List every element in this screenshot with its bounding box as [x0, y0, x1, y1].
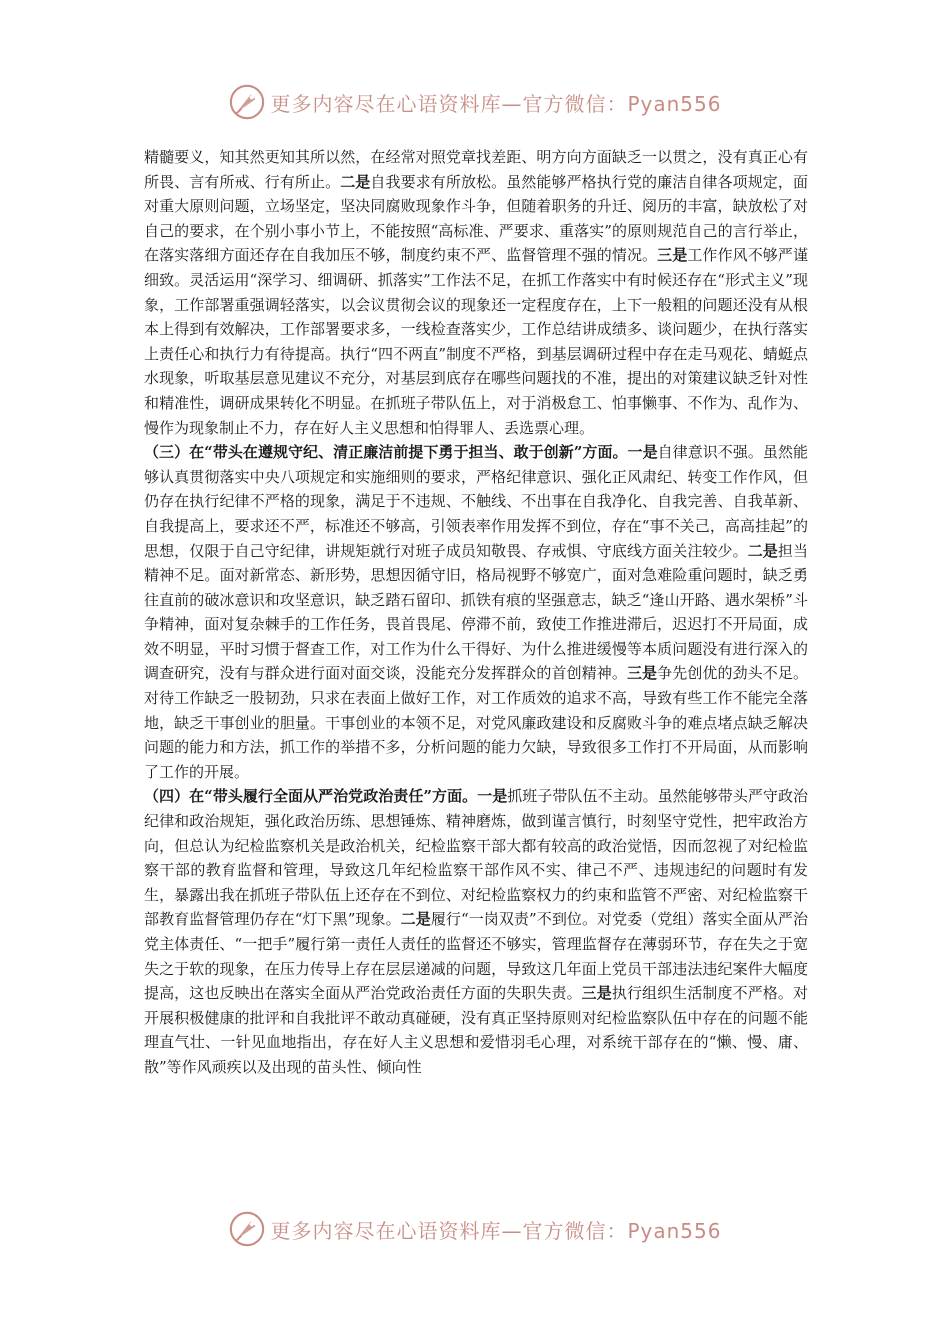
text-run: 工作作风不够严谨细致。灵活运用“深学习、细调研、抓落实”工作法不足，在抓工作落实中有时候还存在“形式主义”现象，工作部署重强调轻落实，以会议贯彻会议的现象还一定程度存在，上下一般粗的问题还没有从根本上得到有效解决，工作部署要求多，一线检查落实少，工作总结讲成绩多、谈问题少，在执行落实上责任心和执行力有待提高。执行“四不两直”制度不严格，到基层调研过程中存在走马观花、蜻蜓点水现象，听取基层意见建议不充分，对基层到底存在哪些问题找的不准，提出的对策建议缺乏针对性和精准性，调研成果转化不明显。在抓班子带队伍上，对于消极怠工、怕事懒事、不作为、乱作为、慢作为现象制止不力，存在好人主义思想和怕得罪人、丢选票心理。: [144, 246, 808, 437]
text-run: 争先创优的劲头不足。对待工作缺乏一股韧劲，只求在表面上做好工作，对工作质效的追求不高，导致有些工作不能完全落地，缺乏干事创业的胆量。干事创业的本领不足，对党风廉政建设和反腐败斗争的难点堵点缺乏解决问题的能力和方法，抓工作的举措不多，分析问题的能力欠缺，导致很多工作打不开局面，从而影响了工作的开展。: [144, 664, 808, 781]
text-run: 精髓要义，知其然更知其所以然，在经常对照党章找差距、明方向方面缺乏一以贯之，没有真正心有所畏、言有所戒、行有所止。: [144, 148, 808, 191]
pen-nib-logo-icon: [228, 1210, 266, 1248]
bold-run: 二是: [400, 910, 431, 929]
text-run: 自我要求有所放松。虽然能够严格执行党的廉洁自律各项规定，面对重大原则问题，立场坚定，坚决同腐败现象作斗争，但随着职务的升迁、阅历的丰富，缺放松了对自己的要求，在个别小事小节上，不能按照“高标准、严要求、重落实”的原则规范自己的言行举止，在落实落细方面还存在自我加压不够，制度约束不严、监督管理不强的情况。: [144, 172, 808, 265]
text-run: 抓班子带队伍不主动。虽然能够带头严守政治纪律和政治规矩，强化政治历练、思想锤炼、精神磨炼，做到谨言慎行，时刻坚守党性，把牢政治方向，但总认为纪检监察机关是政治机关，纪检监察干部大都有较高的政治觉悟，因而忽视了对纪检监察干部的教育监督和管理，导致这几年纪检监察干部作风不实、律己不严、违规违纪的问题时有发生，暴露出我在抓班子带队伍上还存在不到位、对纪检监察权力的约束和监管不严密、对纪检监察干部教育监督管理仍存在“灯下黑”现象。: [144, 787, 808, 929]
bold-run: 三是: [626, 664, 658, 683]
pen-nib-logo-icon: [228, 83, 266, 121]
section-heading: （四）在“带头履行全面从严治党政治责任”方面。一是: [144, 787, 508, 806]
text-run: 执行组织生活制度不严格。对开展积极健康的批评和自我批评不敢动真碰硬，没有真正坚持原则对纪检监察队伍中存在的问题不能理直气壮、一针见血地指出，存在好人主义思想和爱惜羽毛心理，对系统干部存在的“懒、慢、庸、散”等作风顽疾以及出现的苗头性、倾向性: [144, 984, 808, 1076]
text-run: 担当精神不足。面对新常态、新形势，思想因循守旧，格局视野不够宽广，面对急难险重问题时，缺乏勇往直前的破冰意识和攻坚意识，缺乏踏石留印、抓铁有痕的坚强意志，缺乏“逢山开路、遇水架桥”斗争精神，面对复杂棘手的工作任务，畏首畏尾、停滞不前，致使工作推进滞后，迟迟打不开局面，成效不明显，平时习惯于督查工作，对工作为什么干得好、为什么推进缓慢等本质问题没有进行深入的调查研究，没有与群众进行面对面交谈，没能充分发挥群众的首创精神。: [144, 541, 808, 683]
bold-run: 二是: [747, 541, 778, 560]
section-heading: （三）在“带头在遵规守纪、清正廉洁前提下勇于担当、敢于创新”方面。一是: [144, 443, 658, 462]
paragraph-section-4: [144, 784, 808, 1079]
watermark-text: 更多内容尽在心语资料库—官方微信：Pyan556: [270, 1218, 722, 1243]
bold-run: 三是: [581, 984, 612, 1003]
document-body: [144, 145, 808, 1080]
bold-run: 三是: [657, 246, 688, 265]
bold-run: 二是: [340, 172, 371, 191]
text-run: 履行“一岗双责”不到位。对党委（党组）落实全面从严治党主体责任、“一把手”履行第一责任人责任的监督还不够实，管理监督存在薄弱环节，存在失之于宽失之于软的现象，在压力传导上存在层层递减的问题，导致这几年面上党员干部违法违纪案件大幅度提高，这也反映出在落实全面从严治党政治责任方面的失职失责。: [144, 910, 808, 1003]
paragraph-section-3: [144, 440, 808, 784]
watermark-text: 更多内容尽在心语资料库—官方微信：Pyan556: [270, 91, 722, 116]
watermark-banner-bottom: [0, 1207, 950, 1251]
text-run: 自律意识不强。虽然能够认真贯彻落实中央八项规定和实施细则的要求，严格纪律意识、强化正风肃纪、转变工作作风，但仍存在执行纪律不严格的现象，满足于不违规、不触线、不出事在自我净化、自我完善、自我革新、自我提高上，要求还不严，标准还不够高，引领表率作用发挥不到位，存在“事不关己，高高挂起”的思想，仅限于自己守纪律，讲规矩就行对班子成员知敬畏、存戒惧、守底线方面关注较少。: [144, 443, 808, 560]
paragraph-continuation: [144, 145, 808, 440]
watermark-banner-top: [0, 80, 950, 124]
